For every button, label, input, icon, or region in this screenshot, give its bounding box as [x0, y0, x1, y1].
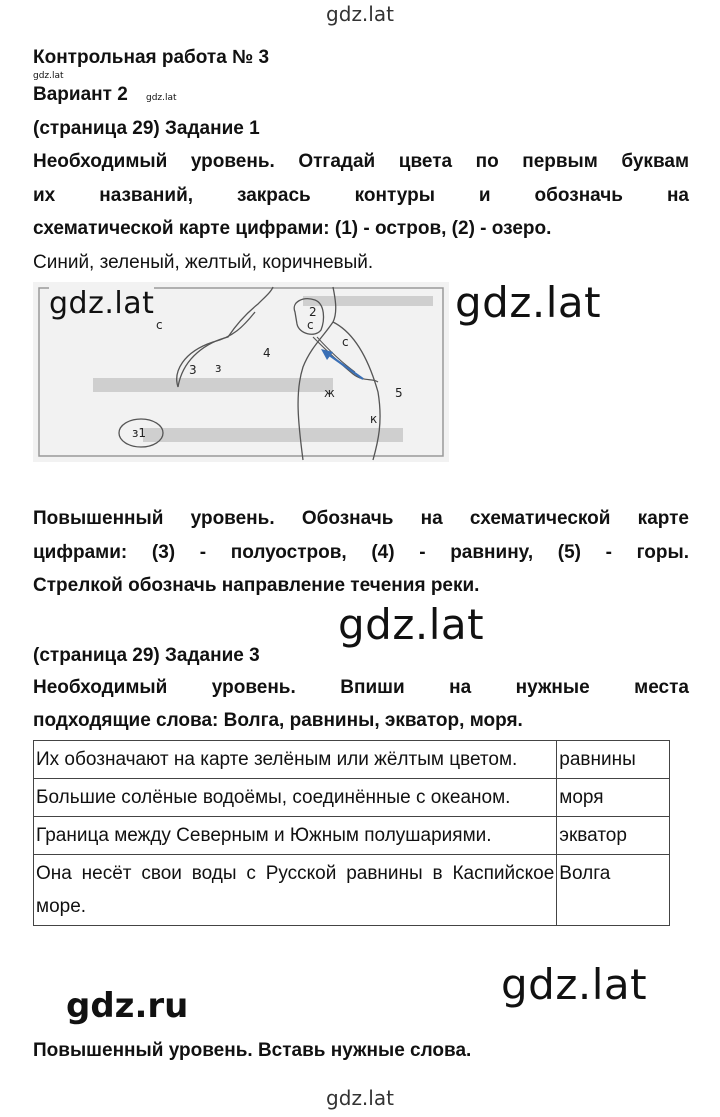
task3-level-line-1: Необходимый уровень. Впиши на нужные места	[33, 677, 689, 698]
task1-level-line-2: их названий, закрась контуры и обозначь на	[33, 185, 689, 206]
table-row	[34, 779, 670, 817]
watermark-large-2: gdz.lat	[338, 600, 485, 649]
watermark-large-3: gdz.lat	[497, 960, 651, 1009]
map-label-c1: с	[156, 318, 163, 332]
page-title: Контрольная работа № 3	[33, 47, 270, 68]
task1-level-line-1: Необходимый уровень. Отгадай цвета по первым буквам	[33, 151, 689, 172]
task3-advanced-line: Повышенный уровень. Вставь нужные слова.	[33, 1040, 472, 1061]
task1-level-line-3: схематической карте цифрами: (1) - остров, (2) - озеро.	[33, 218, 552, 239]
map-label-z3: з	[215, 361, 222, 375]
table-cell-definition: Она несёт свои воды с Русской равнины в Каспийское море.	[34, 855, 557, 926]
table-cell-definition: Граница между Северным и Южным полушариями.	[34, 817, 557, 855]
table-row	[34, 741, 670, 779]
task1-advanced-line-1: Повышенный уровень. Обозначь на схематической карте	[33, 508, 689, 529]
small-watermark-2: gdz.lat	[146, 93, 177, 103]
task1-answer: Синий, зеленый, желтый, коричневый.	[33, 252, 374, 273]
task1-advanced-line-3: Стрелкой обозначь направление течения реки.	[33, 575, 480, 596]
map-label-zh: ж	[324, 386, 335, 400]
table-cell-definition: Их обозначают на карте зелёным или жёлтым цветом.	[34, 741, 557, 779]
table-cell-definition: Большие солёные водоёмы, соединённые с океаном.	[34, 779, 557, 817]
map-label-4: 4	[263, 346, 271, 360]
table-cell-word: моря	[557, 779, 670, 817]
watermark-bottom: gdz.lat	[326, 1086, 394, 1110]
table-row	[34, 817, 670, 855]
answer-table	[33, 740, 670, 926]
task1-advanced-line-2: цифрами: (3) - полуостров, (4) - равнину, (5) - горы.	[33, 542, 689, 563]
task3-level-line-2: подходящие слова: Волга, равнины, экватор, моря.	[33, 710, 523, 731]
watermark-gdz-ru: gdz.ru	[62, 986, 192, 1026]
table-cell-word: Волга	[557, 855, 670, 926]
task3-heading: (страница 29) Задание 3	[33, 645, 260, 666]
map-label-c2: с	[307, 318, 314, 332]
task1-heading: (страница 29) Задание 1	[33, 118, 260, 139]
table-row	[34, 855, 670, 926]
map-label-3: 3	[189, 363, 197, 377]
table-cell-word: равнины	[557, 741, 670, 779]
map-label-z1: з1	[132, 426, 147, 440]
table-cell-word: экватор	[557, 817, 670, 855]
watermark-top: gdz.lat	[326, 2, 394, 26]
map-label-c3: с	[342, 335, 349, 349]
map-watermark: gdz.lat	[49, 286, 155, 321]
map-label-5: 5	[395, 386, 403, 400]
watermark-large-1: gdz.lat	[455, 278, 602, 327]
variant-label: Вариант 2	[33, 84, 128, 105]
small-watermark: gdz.lat	[33, 71, 64, 81]
map-label-2: 2	[309, 305, 317, 319]
map-label-k: к	[370, 412, 378, 426]
schematic-map	[33, 282, 449, 462]
